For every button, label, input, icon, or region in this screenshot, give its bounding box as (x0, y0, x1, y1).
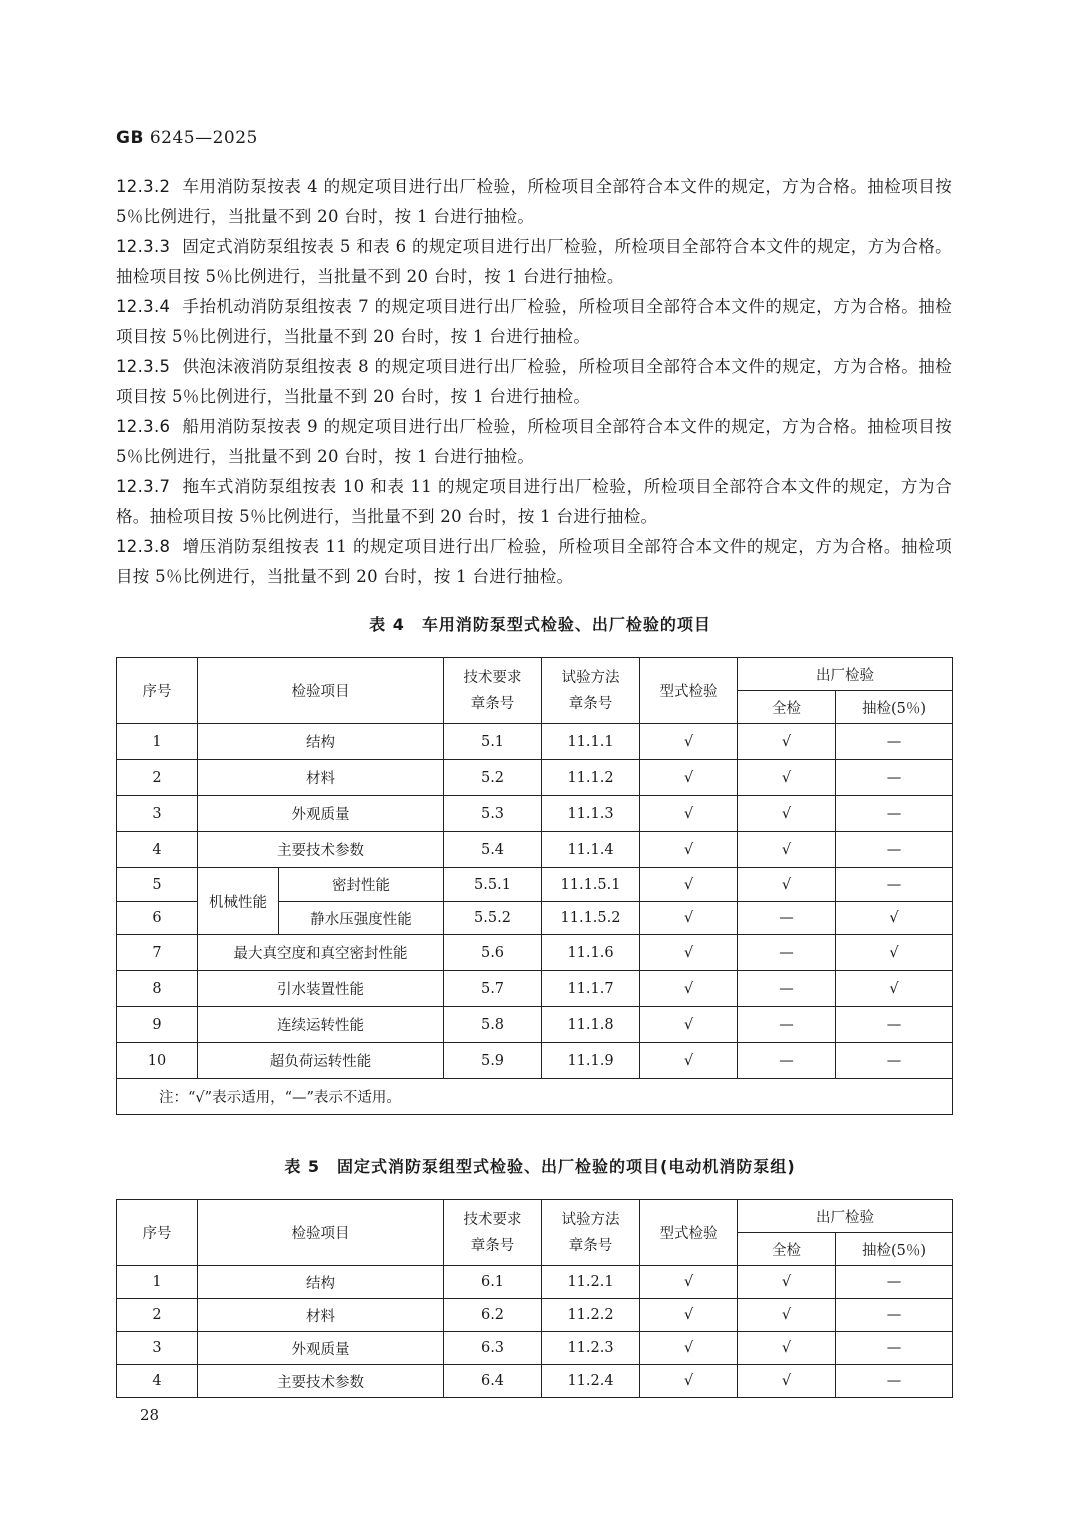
header-item: 检验项目 (198, 1200, 444, 1266)
table-note: 注：“√”表示适用，“—”表示不适用。 (117, 1079, 953, 1115)
cell-sample: — (836, 796, 953, 832)
cell-full: — (738, 1043, 836, 1079)
clause-number: 12.3.8 (116, 537, 171, 556)
table-row (117, 971, 953, 1007)
cell-full: — (738, 971, 836, 1007)
cell-method: 11.1.7 (542, 971, 640, 1007)
table-row (117, 935, 953, 971)
standard-number: 6245—2025 (149, 128, 258, 148)
cell-item: 结构 (198, 1266, 444, 1299)
page-number: 28 (140, 1406, 160, 1424)
cell-type: √ (640, 724, 738, 760)
cell-sample: — (836, 1043, 953, 1079)
cell-full: √ (738, 1266, 836, 1299)
cell-req: 5.5.2 (444, 902, 542, 935)
table-row (117, 868, 953, 902)
cell-method: 11.2.3 (542, 1332, 640, 1365)
cell-method: 11.1.4 (542, 832, 640, 868)
cell-item: 材料 (198, 760, 444, 796)
table-row (117, 724, 953, 760)
cell-type: √ (640, 760, 738, 796)
cell-group-label: 机械性能 (198, 868, 279, 935)
table5-caption: 表 5 固定式消防泵组型式检验、出厂检验的项目(电动机消防泵组) (284, 1157, 796, 1176)
cell-sample: √ (836, 935, 953, 971)
cell-sample: — (836, 724, 953, 760)
cell-full: √ (738, 796, 836, 832)
clause-number: 12.3.6 (116, 417, 171, 436)
table-row (117, 1007, 953, 1043)
clause-paragraph (116, 172, 952, 232)
cell-item: 静水压强度性能 (279, 902, 444, 935)
cell-type: √ (640, 796, 738, 832)
clause-text: 手抬机动消防泵组按表 7 的规定项目进行出厂检验，所检项目全部符合本文件的规定，方为合格。抽检项目按 5％比例进行，当批量不到 20 台时，按 1 台进行抽检。 (116, 297, 952, 346)
cell-type: √ (640, 1365, 738, 1398)
cell-type: √ (640, 1007, 738, 1043)
cell-type: √ (640, 1266, 738, 1299)
clause-paragraph (116, 232, 952, 292)
cell-item: 材料 (198, 1299, 444, 1332)
cell-type: √ (640, 1299, 738, 1332)
header-item: 检验项目 (198, 658, 444, 724)
clause-number: 12.3.3 (116, 237, 171, 256)
cell-type: √ (640, 902, 738, 935)
clause-list (116, 172, 952, 592)
clause-text: 拖车式消防泵组按表 10 和表 11 的规定项目进行出厂检验，所检项目全部符合本文件的规定，方为合格。抽检项目按 5％比例进行，当批量不到 20 台时，按 1 台进行抽检。 (116, 477, 952, 526)
cell-full: √ (738, 1332, 836, 1365)
cell-full: √ (738, 724, 836, 760)
cell-seq: 3 (117, 1332, 198, 1365)
clause-text: 船用消防泵按表 9 的规定项目进行出厂检验，所检项目全部符合本文件的规定，方为合格。抽检项目按 5％比例进行，当批量不到 20 台时，按 1 台进行抽检。 (116, 417, 952, 466)
cell-req: 5.4 (444, 832, 542, 868)
clause-number: 12.3.7 (116, 477, 171, 496)
cell-method: 11.1.5.1 (542, 868, 640, 902)
cell-req: 5.9 (444, 1043, 542, 1079)
cell-seq: 1 (117, 724, 198, 760)
cell-sample: — (836, 1332, 953, 1365)
header-method: 试验方法 章条号 (542, 1200, 640, 1266)
header-factory: 出厂检验 (738, 658, 953, 691)
header-req: 技术要求 章条号 (444, 1200, 542, 1266)
clause-paragraph (116, 532, 952, 592)
cell-item: 外观质量 (198, 1332, 444, 1365)
cell-item: 连续运转性能 (198, 1007, 444, 1043)
header-factory: 出厂检验 (738, 1200, 953, 1233)
cell-seq: 1 (117, 1266, 198, 1299)
cell-sample: — (836, 1365, 953, 1398)
cell-method: 11.1.1 (542, 724, 640, 760)
cell-item: 结构 (198, 724, 444, 760)
cell-seq: 8 (117, 971, 198, 1007)
cell-full: √ (738, 832, 836, 868)
cell-seq: 4 (117, 1365, 198, 1398)
table-row (117, 1043, 953, 1079)
cell-sample: — (836, 760, 953, 796)
clause-number: 12.3.5 (116, 357, 171, 376)
cell-sample: — (836, 1007, 953, 1043)
cell-item: 超负荷运转性能 (198, 1043, 444, 1079)
table-row (117, 796, 953, 832)
header-sample: 抽检(5％) (836, 1233, 953, 1266)
clause-paragraph (116, 292, 952, 352)
cell-full: √ (738, 760, 836, 796)
cell-method: 11.1.6 (542, 935, 640, 971)
cell-req: 5.1 (444, 724, 542, 760)
cell-req: 5.3 (444, 796, 542, 832)
table4 (116, 657, 953, 1115)
header-type: 型式检验 (640, 658, 738, 724)
cell-item: 引水装置性能 (198, 971, 444, 1007)
cell-req: 5.6 (444, 935, 542, 971)
cell-req: 5.8 (444, 1007, 542, 1043)
cell-req: 6.4 (444, 1365, 542, 1398)
cell-method: 11.2.4 (542, 1365, 640, 1398)
cell-item: 外观质量 (198, 796, 444, 832)
table-note-row (117, 1079, 953, 1115)
cell-type: √ (640, 971, 738, 1007)
cell-sample: — (836, 1266, 953, 1299)
cell-req: 6.3 (444, 1332, 542, 1365)
cell-full: — (738, 1007, 836, 1043)
document-header (116, 128, 258, 148)
cell-seq: 5 (117, 868, 198, 902)
cell-seq: 4 (117, 832, 198, 868)
table-row (117, 760, 953, 796)
cell-type: √ (640, 832, 738, 868)
header-method: 试验方法 章条号 (542, 658, 640, 724)
cell-full: √ (738, 868, 836, 902)
cell-method: 11.2.1 (542, 1266, 640, 1299)
cell-seq: 2 (117, 1299, 198, 1332)
cell-type: √ (640, 1332, 738, 1365)
clause-paragraph (116, 412, 952, 472)
clause-text: 固定式消防泵组按表 5 和表 6 的规定项目进行出厂检验，所检项目全部符合本文件的规定，方为合格。抽检项目按 5％比例进行，当批量不到 20 台时，按 1 台进行抽检。 (116, 237, 952, 286)
header-full: 全检 (738, 691, 836, 724)
cell-method: 11.1.2 (542, 760, 640, 796)
clause-paragraph (116, 472, 952, 532)
cell-req: 5.7 (444, 971, 542, 1007)
table5 (116, 1199, 953, 1398)
cell-seq: 2 (117, 760, 198, 796)
cell-method: 11.1.8 (542, 1007, 640, 1043)
cell-seq: 7 (117, 935, 198, 971)
cell-sample: √ (836, 902, 953, 935)
cell-method: 11.1.3 (542, 796, 640, 832)
cell-full: — (738, 902, 836, 935)
table-row (117, 1332, 953, 1365)
cell-seq: 10 (117, 1043, 198, 1079)
cell-item: 主要技术参数 (198, 1365, 444, 1398)
table-row (117, 832, 953, 868)
cell-seq: 9 (117, 1007, 198, 1043)
cell-full: √ (738, 1365, 836, 1398)
table4-caption: 表 4 车用消防泵型式检验、出厂检验的项目 (369, 615, 711, 634)
cell-method: 11.1.9 (542, 1043, 640, 1079)
clause-text: 增压消防泵组按表 11 的规定项目进行出厂检验，所检项目全部符合本文件的规定，方为合格。抽检项目按 5％比例进行，当批量不到 20 台时，按 1 台进行抽检。 (116, 537, 952, 586)
header-seq: 序号 (117, 658, 198, 724)
table-row (117, 1266, 953, 1299)
header-req: 技术要求 章条号 (444, 658, 542, 724)
clause-number: 12.3.2 (116, 177, 171, 196)
cell-method: 11.2.2 (542, 1299, 640, 1332)
clause-text: 车用消防泵按表 4 的规定项目进行出厂检验，所检项目全部符合本文件的规定，方为合格。抽检项目按 5％比例进行，当批量不到 20 台时，按 1 台进行抽检。 (116, 177, 952, 226)
cell-sample: — (836, 832, 953, 868)
cell-sample: — (836, 1299, 953, 1332)
clause-paragraph (116, 352, 952, 412)
cell-type: √ (640, 935, 738, 971)
cell-type: √ (640, 1043, 738, 1079)
cell-sample: √ (836, 971, 953, 1007)
header-full: 全检 (738, 1233, 836, 1266)
cell-req: 5.2 (444, 760, 542, 796)
cell-req: 6.2 (444, 1299, 542, 1332)
table-row (117, 1299, 953, 1332)
cell-seq: 6 (117, 902, 198, 935)
cell-req: 5.5.1 (444, 868, 542, 902)
cell-sample: — (836, 868, 953, 902)
table-row (117, 1365, 953, 1398)
cell-full: — (738, 935, 836, 971)
header-seq: 序号 (117, 1200, 198, 1266)
cell-seq: 3 (117, 796, 198, 832)
cell-item: 密封性能 (279, 868, 444, 902)
cell-req: 6.1 (444, 1266, 542, 1299)
standard-code: GB (116, 128, 144, 148)
cell-item: 最大真空度和真空密封性能 (198, 935, 444, 971)
clause-number: 12.3.4 (116, 297, 171, 316)
header-type: 型式检验 (640, 1200, 738, 1266)
cell-method: 11.1.5.2 (542, 902, 640, 935)
cell-item: 主要技术参数 (198, 832, 444, 868)
cell-full: √ (738, 1299, 836, 1332)
cell-type: √ (640, 868, 738, 902)
header-sample: 抽检(5％) (836, 691, 953, 724)
clause-text: 供泡沫液消防泵组按表 8 的规定项目进行出厂检验，所检项目全部符合本文件的规定，方为合格。抽检项目按 5％比例进行，当批量不到 20 台时，按 1 台进行抽检。 (116, 357, 952, 406)
